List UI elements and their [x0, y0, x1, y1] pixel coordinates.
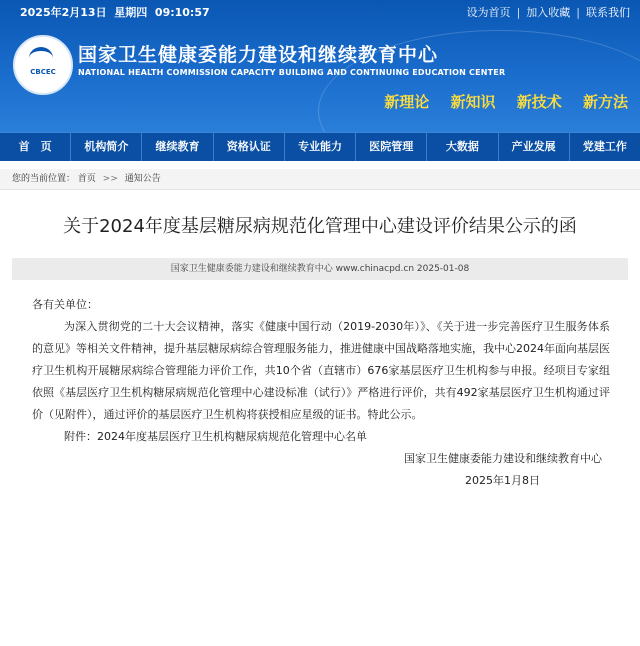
current-datetime [20, 4, 210, 20]
divider: | [516, 6, 521, 19]
nav-item-professional-ability[interactable]: 专业能力 [285, 133, 356, 161]
breadcrumb-home-link[interactable]: 首页 [77, 174, 96, 184]
article-title: 关于2024年度基层糖尿病规范化管理中心建设评价结果公示的函 [63, 216, 577, 237]
add-favorite-link[interactable]: 加入收藏 [526, 6, 571, 19]
contact-us-link[interactable]: 联系我们 [586, 6, 630, 19]
article-meta: 国家卫生健康委能力建设和继续教育中心 www.chinacpd.cn 2025-01-08 [12, 258, 628, 280]
signature-date: 2025年1月8日 [465, 474, 540, 487]
logo-emblem-icon [29, 47, 53, 69]
nav-item-industry[interactable]: 产业发展 [499, 133, 570, 161]
breadcrumb-prefix: 您的当前位置： [12, 174, 76, 184]
nav-item-hospital-management[interactable]: 医院管理 [356, 133, 427, 161]
slogan: 新知识 [450, 93, 496, 111]
set-homepage-link[interactable]: 设为首页 [466, 6, 511, 19]
top-bar [0, 0, 640, 22]
salutation: 各有关单位： [32, 298, 98, 311]
top-links [467, 4, 630, 20]
slogan: 新理论 [384, 93, 430, 111]
attachment-link[interactable]: 附件：2024年度基层医疗卫生机构糖尿病规范化管理中心名单 [64, 430, 367, 443]
nav-item-continuing-education[interactable]: 继续教育 [142, 133, 213, 161]
time-text: 09:10:57 [154, 6, 210, 19]
org-name-cn: 国家卫生健康委能力建设和继续教育中心 [78, 44, 439, 66]
site-logo[interactable] [13, 35, 73, 95]
main-nav [0, 132, 640, 161]
slogan: 新技术 [516, 93, 562, 111]
slogan: 新方法 [582, 93, 628, 111]
divider: | [576, 6, 580, 19]
logo-text: CBCEC [30, 68, 56, 76]
nav-item-about[interactable]: 机构简介 [71, 133, 142, 161]
breadcrumb [0, 169, 640, 190]
site-header [0, 0, 640, 132]
article-content [32, 294, 610, 492]
weekday-text: 星期四 [114, 6, 148, 19]
slogans [368, 91, 628, 112]
article-body: 为深入贯彻党的二十大会议精神，落实《健康中国行动（2019-2030年）》、《关于进一步完善医疗卫生服务体系的意见》等相关文件精神，提升基层糖尿病综合管理服务能力，推进健康中国战略落地实施，我中心2024年面向基层医疗卫生机构开展糖尿病综合管理能力评价工作，共10个省（直辖市）676家基层医疗卫生机构参与申报。经项目专家组依照《基层医疗卫生机构糖尿病规范化管理中心建设标准（试行）》严格进行评价，共有492家基层医疗卫生机构通过评价（见附件），通过评价的基层医疗卫生机构将获授相应星级的证书。特此公示。 [32, 320, 610, 421]
breadcrumb-section-link[interactable]: 通知公告 [124, 174, 161, 184]
nav-item-certification[interactable]: 资格认证 [214, 133, 285, 161]
nav-item-party-building[interactable]: 党建工作 [582, 140, 627, 153]
signature: 国家卫生健康委能力建设和继续教育中心 [404, 452, 602, 465]
breadcrumb-separator: >> [102, 174, 118, 184]
nav-item-big-data[interactable]: 大数据 [427, 133, 498, 161]
org-name-en: NATIONAL HEALTH COMMISSION CAPACITY BUILDING AND CONTINUING EDUCATION CENTER [78, 68, 506, 77]
date-text: 2025年2月13日 [20, 6, 107, 19]
nav-item-home[interactable]: 首 页 [0, 133, 71, 161]
